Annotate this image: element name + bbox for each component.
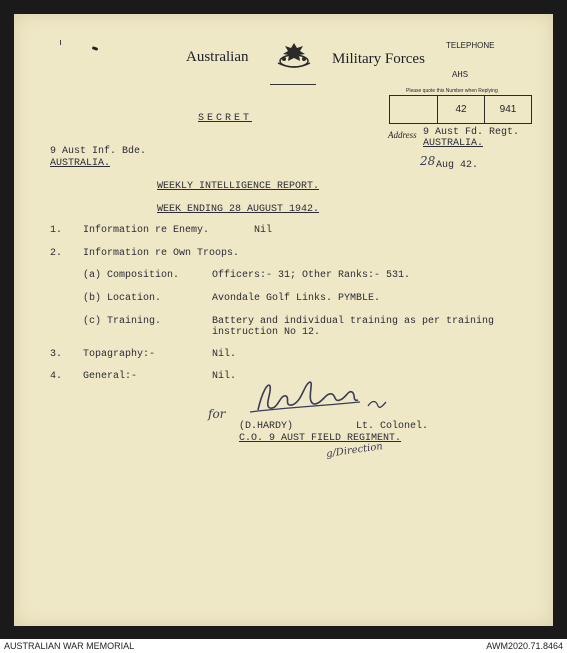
item-2c-value-line-2: instruction No 12. bbox=[212, 327, 321, 338]
classification-secret: SECRET bbox=[198, 113, 253, 124]
reference-number-box bbox=[389, 95, 532, 124]
telephone-value: AHS bbox=[452, 70, 469, 80]
handwritten-note: g/Direction bbox=[325, 441, 384, 460]
ref-cell-1 bbox=[390, 96, 438, 123]
archive-caption-bar bbox=[0, 639, 567, 653]
signatory-appointment: C.O. 9 AUST FIELD REGIMENT. bbox=[239, 433, 402, 444]
item-3-value: Nil. bbox=[212, 349, 237, 360]
ink-mark bbox=[60, 40, 61, 45]
signatory-name: (D.HARDY) bbox=[239, 421, 294, 432]
item-2b-label: (b) Location. bbox=[83, 293, 162, 304]
item-4-value: Nil. bbox=[212, 371, 237, 382]
document-page bbox=[14, 14, 553, 626]
recipient-line-2: AUSTRALIA. bbox=[50, 158, 111, 169]
item-2a-label: (a) Composition. bbox=[83, 270, 180, 281]
signature-for-mark: for bbox=[208, 407, 226, 421]
reply-note: Please quote this Number when Replying bbox=[406, 88, 498, 94]
item-2-number: 2. bbox=[50, 248, 63, 259]
item-2c-label: (c) Training. bbox=[83, 316, 162, 327]
handwritten-signature bbox=[240, 372, 400, 422]
item-1-label: Information re Enemy. bbox=[83, 225, 210, 236]
address-line-1: 9 Aust Fd. Regt. bbox=[423, 127, 520, 138]
signatory-rank: Lt. Colonel. bbox=[356, 421, 429, 432]
address-label: Address bbox=[388, 130, 417, 140]
letterhead-right: Military Forces bbox=[332, 51, 425, 67]
item-4-number: 4. bbox=[50, 371, 63, 382]
archive-source: AUSTRALIAN WAR MEMORIAL bbox=[4, 641, 135, 651]
item-2-label: Information re Own Troops. bbox=[83, 248, 240, 259]
ref-cell-2: 42 bbox=[438, 96, 485, 123]
date-day-handwritten: 28 bbox=[420, 154, 436, 168]
letterhead-left: Australian bbox=[186, 49, 249, 65]
date-month-year: Aug 42. bbox=[436, 160, 479, 171]
item-3-label: Topagraphy:- bbox=[83, 349, 156, 360]
address-line-2: AUSTRALIA. bbox=[423, 138, 484, 149]
telephone-label: TELEPHONE bbox=[446, 41, 495, 50]
coat-of-arms-emblem bbox=[272, 41, 316, 71]
item-2c-value-line-1: Battery and individual training as per training bbox=[212, 316, 495, 327]
item-2a-value: Officers:- 31; Other Ranks:- 531. bbox=[212, 270, 411, 281]
item-4-label: General:- bbox=[83, 371, 138, 382]
item-2b-value: Avondale Golf Links. PYMBLE. bbox=[212, 293, 381, 304]
item-1-value: Nil bbox=[254, 225, 273, 236]
archive-id: AWM2020.71.8464 bbox=[486, 641, 563, 651]
report-title: WEEKLY INTELLIGENCE REPORT. bbox=[157, 181, 320, 192]
ref-cell-3: 941 bbox=[499, 104, 517, 115]
recipient-line-1: 9 Aust Inf. Bde. bbox=[50, 146, 147, 157]
item-1-number: 1. bbox=[50, 225, 63, 236]
item-3-number: 3. bbox=[50, 349, 63, 360]
letterhead-rule bbox=[270, 84, 316, 85]
report-subtitle: WEEK ENDING 28 AUGUST 1942. bbox=[157, 204, 320, 215]
ink-mark bbox=[92, 46, 99, 51]
